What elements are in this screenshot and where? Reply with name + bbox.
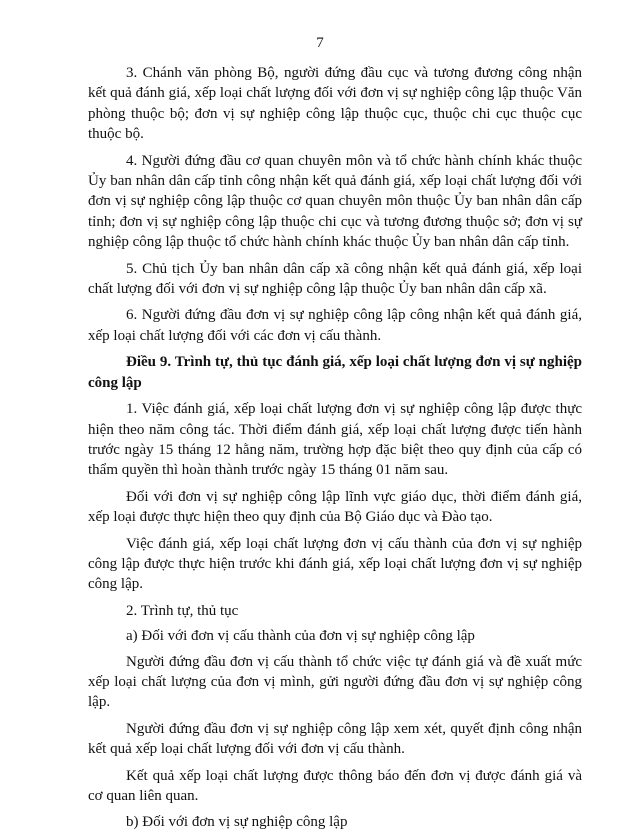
paragraph-point-a: a) Đối với đơn vị cấu thành của đơn vị sự nghiệp công lập [126, 628, 475, 645]
paragraph-decision: Người đứng đầu đơn vị sự nghiệp công lập xem xét, quyết định công nhận kết quả xếp loại chất lượng đối với đơn vị cấu thành. [88, 720, 582, 758]
page-number: 7 [316, 35, 324, 51]
article-9-heading: Điều 9. Trình tự, thủ tục đánh giá, xếp loại chất lượng đơn vị sự nghiệp công lập [88, 354, 582, 391]
paragraph-point-b: b) Đối với đơn vị sự nghiệp công lập [126, 814, 348, 831]
paragraph-component-units: Việc đánh giá, xếp loại chất lượng đơn vị cấu thành của đơn vị sự nghiệp công lập được thực hiện trước khi đánh giá, xếp loại chất lượng đơn vị sự nghiệp công lập. [88, 535, 582, 593]
paragraph-article-9-clause-1: 1. Việc đánh giá, xếp loại chất lượng đơn vị sự nghiệp công lập được thực hiện theo năm công tác. Thời điểm đánh giá, xếp loại chất lượng được tiến hành trước ngày 15 tháng 12 hằng năm, trường hợp đặc biệt theo quy định của cấp có thẩm quyền thì hoàn thành trước ngày 15 tháng 01 năm sau. [88, 401, 582, 479]
paragraph-clause-5: 5. Chủ tịch Ủy ban nhân dân cấp xã công nhận kết quả đánh giá, xếp loại chất lượng đối với đơn vị sự nghiệp công lập thuộc Ủy ban nhân dân cấp xã. [88, 260, 582, 298]
paragraph-clause-6: 6. Người đứng đầu đơn vị sự nghiệp công lập công nhận kết quả đánh giá, xếp loại chất lượng đối với các đơn vị cấu thành. [88, 307, 582, 344]
paragraph-self-assessment: Người đứng đầu đơn vị cấu thành tổ chức việc tự đánh giá và đề xuất mức xếp loại chất lượng của đơn vị mình, gửi người đứng đầu đơn vị sự nghiệp công lập. [88, 653, 582, 711]
paragraph-clause-4: 4. Người đứng đầu cơ quan chuyên môn và tổ chức hành chính khác thuộc Ủy ban nhân dân cấp tỉnh công nhận kết quả đánh giá, xếp loại chất lượng đối với đơn vị sự nghiệp công lập thuộc cơ quan chuyên môn thuộc Ủy ban nhân dân cấp tỉnh; đơn vị sự nghiệp công lập thuộc chi cục và tương đương thuộc sở; đơn vị sự nghiệp công lập thuộc tổ chức hành chính khác thuộc Ủy ban nhân dân cấp tỉnh. [88, 152, 582, 251]
document-body [88, 63, 582, 839]
paragraph-clause-3: 3. Chánh văn phòng Bộ, người đứng đầu cục và tương đương công nhận kết quả đánh giá, xếp loại chất lượng đối với đơn vị sự nghiệp công lập thuộc Văn phòng thuộc bộ; đơn vị sự nghiệp công lập thuộc cục, thuộc chi cục thuộc cục thuộc bộ. [88, 65, 582, 143]
paragraph-clause-2-title: 2. Trình tự, thủ tục [126, 602, 239, 619]
paragraph-notification: Kết quả xếp loại chất lượng được thông báo đến đơn vị được đánh giá và cơ quan liên quan. [88, 767, 582, 804]
paragraph-education-timing: Đối với đơn vị sự nghiệp công lập lĩnh vực giáo dục, thời điểm đánh giá, xếp loại được thực hiện theo quy định của Bộ Giáo dục và Đào tạo. [88, 488, 582, 526]
